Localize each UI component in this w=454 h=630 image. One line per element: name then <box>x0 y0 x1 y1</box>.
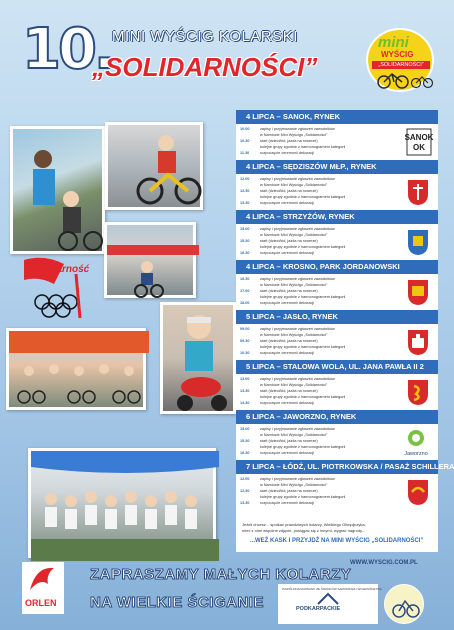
sedziszow-crest-icon <box>406 178 430 206</box>
event-line: 13.30 rozpoczęcie ceremonii dekoracji <box>240 201 315 205</box>
event-line: kolejne grupy zgodnie z harmonogramem kategorii <box>260 145 346 149</box>
event-line: kolejne grupy zgodnie z harmonogramem kategorii <box>260 495 346 499</box>
slogan-line-2: NA WIELKIE ŚCIGANIE <box>90 594 264 611</box>
event-line: 16.30 rozpoczęcie ceremonii dekoracji <box>240 251 315 255</box>
crowd-icon <box>9 331 149 413</box>
solidarnosc-text: Solidarność <box>32 264 90 275</box>
event-line: 09.30 start (dzieci/kid, jazda na rowerze) <box>240 339 318 343</box>
race-logo <box>366 28 434 92</box>
event-line: 10.30 start (dzieci/kid, jazda na rowerze) <box>240 139 318 143</box>
photo-mother-child-bike <box>10 126 105 254</box>
edition-number: 10. <box>22 17 113 82</box>
event-line: 15.00 zapisy i przyjmowanie zgłoszeń zawodników <box>240 427 335 431</box>
event-line: 13.30 rozpoczęcie ceremonii dekoracji <box>240 501 315 505</box>
event-line: 12.00 zapisy i przyjmowanie zgłoszeń zawodników <box>240 477 335 481</box>
event-line: 15.00 zapisy i przyjmowanie zgłoszeń zawodników <box>240 227 335 231</box>
event-line: 13.30 start (dzieci/kid, jazda na rowerze) <box>240 389 318 393</box>
event-line: 12.30 start (dzieci/kid, jazda na rowerze) <box>240 489 318 493</box>
sanok-logo-icon <box>404 128 434 156</box>
event-line: 12.30 start (dzieci/kid, jazda na rowerze) <box>240 189 318 193</box>
event-header: 7 LIPCA – ŁÓDŹ, UL. PIOTRKOWSKA / PASAŻ SCHILLERA <box>236 460 438 474</box>
event-header: 4 LIPCA – KROSNO, PARK JORDANOWSKI <box>236 260 438 274</box>
event-line: kolejne grupy zgodnie z harmonogramem kategorii <box>260 445 346 449</box>
event-header: 4 LIPCA – STRZYŻÓW, RYNEK <box>236 210 438 224</box>
photo-children-start <box>6 328 146 410</box>
orlen-eagle-icon <box>22 562 64 596</box>
event-line: 15.30 start (dzieci/kid, jazda na rowerze) <box>240 239 318 243</box>
krosno-crest-icon <box>406 278 430 306</box>
event-line: kolejne grupy zgodnie z harmonogramem kategorii <box>260 295 346 299</box>
event-header: 6 LIPCA – JAWORZNO, RYNEK <box>236 410 438 424</box>
lodz-crest-icon <box>406 478 430 506</box>
event-sedziszow <box>236 160 438 216</box>
event-line: 17.00 start (dzieci/kid, jazda na rowerze) <box>240 289 318 293</box>
event-stalowa-wola <box>236 360 438 416</box>
event-line: 12.00 zapisy i przyjmowanie zgłoszeń zawodników <box>240 177 335 181</box>
invitation-callout: ...WEŹ KASK I PRZYJDŹ NA MINI WYŚCIG „SOLIDARNOŚCI” <box>250 538 424 544</box>
invitation-line-1: Jeżeli chcesz... spotkać prawdziwych kolarzy, Wielkiego Olimpijczyka, <box>242 522 366 527</box>
stalowa-wola-crest-icon <box>406 378 430 406</box>
website-link[interactable]: WWW.WYSCIG.COM.PL <box>350 560 418 566</box>
jaslo-crest-icon <box>406 328 430 356</box>
event-header: 5 LIPCA – STALOWA WOLA, UL. JANA PAWŁA II 2 <box>236 360 438 374</box>
podkarpackie-note: WSPÓŁFINANSOWANO ZE ŚRODKÓW SAMORZĄDU WOJEWÓDZTWA <box>282 587 382 591</box>
event-line: w Namiocie Mini Wyścigu „Solidarności” <box>260 333 328 337</box>
svg-text:OK: OK <box>413 143 425 152</box>
event-line: w Namiocie Mini Wyścigu „Solidarności” <box>260 133 328 137</box>
cyclist-badge-icon <box>385 585 425 625</box>
event-body <box>236 474 438 516</box>
event-header: 4 LIPCA – SĘDZISZÓW MŁP., RYNEK <box>236 160 438 174</box>
toy-motorbike-icon <box>163 305 239 417</box>
event-line: 13.00 zapisy i przyjmowanie zgłoszeń zawodników <box>240 377 335 381</box>
event-strzyzow <box>236 210 438 266</box>
jaworzno-logo-icon <box>402 428 430 456</box>
svg-text:Jaworzno: Jaworzno <box>404 451 428 457</box>
bike-icon <box>372 70 432 90</box>
podium-group-icon <box>31 451 219 561</box>
event-line: 10.30 rozpoczęcie ceremonii dekoracji <box>240 351 315 355</box>
event-line: w Namiocie Mini Wyścigu „Solidarności” <box>260 433 328 437</box>
photo-boy-motorbike <box>160 302 236 414</box>
orlen-text: ORLEN <box>25 598 57 608</box>
event-line: kolejne grupy zgodnie z harmonogramem kategorii <box>260 345 346 349</box>
invitation-box <box>236 516 438 552</box>
event-line: kolejne grupy zgodnie z harmonogramem kategorii <box>260 395 346 399</box>
event-line: 15.30 start (dzieci/kid, jazda na rowerze) <box>240 439 318 443</box>
photo-race-track <box>104 222 196 298</box>
logo-solidarnosci: „SOLIDARNOŚCI” <box>372 61 430 69</box>
event-line: 09.00 zapisy i przyjmowanie zgłoszeń zawodników <box>240 327 335 331</box>
event-jaworzno <box>236 410 438 466</box>
event-line: kolejne grupy zgodnie z harmonogramem kategorii <box>260 245 346 249</box>
event-jaslo <box>236 310 438 366</box>
strzyzow-crest-icon <box>406 228 430 256</box>
logo-mini: mini <box>378 34 409 51</box>
podkarpackie-mark-icon <box>278 592 378 606</box>
poster-title: „SOLIDARNOŚCI” <box>92 52 318 82</box>
event-header: 4 LIPCA – SANOK, RYNEK <box>236 110 438 124</box>
orlen-logo <box>22 562 64 614</box>
child-bike-icon <box>108 125 206 213</box>
footer <box>22 560 434 626</box>
people-photo-icon <box>13 129 108 257</box>
event-line: w Namiocie Mini Wyścigu „Solidarności” <box>260 383 328 387</box>
logo-wyscig: WYŚCIG <box>381 50 414 59</box>
event-line: w Namiocie Mini Wyścigu „Solidarności” <box>260 233 328 237</box>
photo-child-balance-bike <box>105 122 203 210</box>
poster-subtitle: MINI WYŚCIG KOLARSKI <box>112 28 298 45</box>
event-line: w Namiocie Mini Wyścigu „Solidarności” <box>260 483 328 487</box>
solidarnosc-flag <box>14 254 100 324</box>
race-icon <box>107 225 199 301</box>
event-header: 5 LIPCA – JASŁO, RYNEK <box>236 310 438 324</box>
event-line: kolejne grupy zgodnie z harmonogramem kategorii <box>260 195 346 199</box>
invitation-line-2: mieć z nimi wspólne zdjęcie, posiągać się z innymi, wygrać nagrody... <box>242 528 366 533</box>
event-line: 14.30 rozpoczęcie ceremonii dekoracji <box>240 401 315 405</box>
podkarpackie-logo <box>278 584 382 624</box>
photo-award-ceremony <box>28 448 216 558</box>
event-line: w Namiocie Mini Wyścigu „Solidarności” <box>260 283 328 287</box>
slogan-line-1: ZAPRASZAMY MAŁYCH KOLARZY <box>90 566 352 583</box>
podkarpackie-name: PODKARPACKIE <box>296 606 341 612</box>
event-line: 11.30 rozpoczęcie ceremonii dekoracji <box>240 151 315 155</box>
sponsor-round-logo <box>384 584 424 624</box>
event-lodz <box>236 460 454 516</box>
event-line: 18.00 rozpoczęcie ceremonii dekoracji <box>240 301 315 305</box>
event-line: 16.30 rozpoczęcie ceremonii dekoracji <box>240 451 315 455</box>
event-line: 10.00 zapisy i przyjmowanie zgłoszeń zawodników <box>240 127 335 131</box>
event-sanok <box>236 110 438 166</box>
svg-text:SANOK: SANOK <box>404 133 434 142</box>
event-line: w Namiocie Mini Wyścigu „Solidarności” <box>260 183 328 187</box>
event-line: 16.30 zapisy i przyjmowanie zgłoszeń zawodników <box>240 277 335 281</box>
event-krosno <box>236 260 438 316</box>
